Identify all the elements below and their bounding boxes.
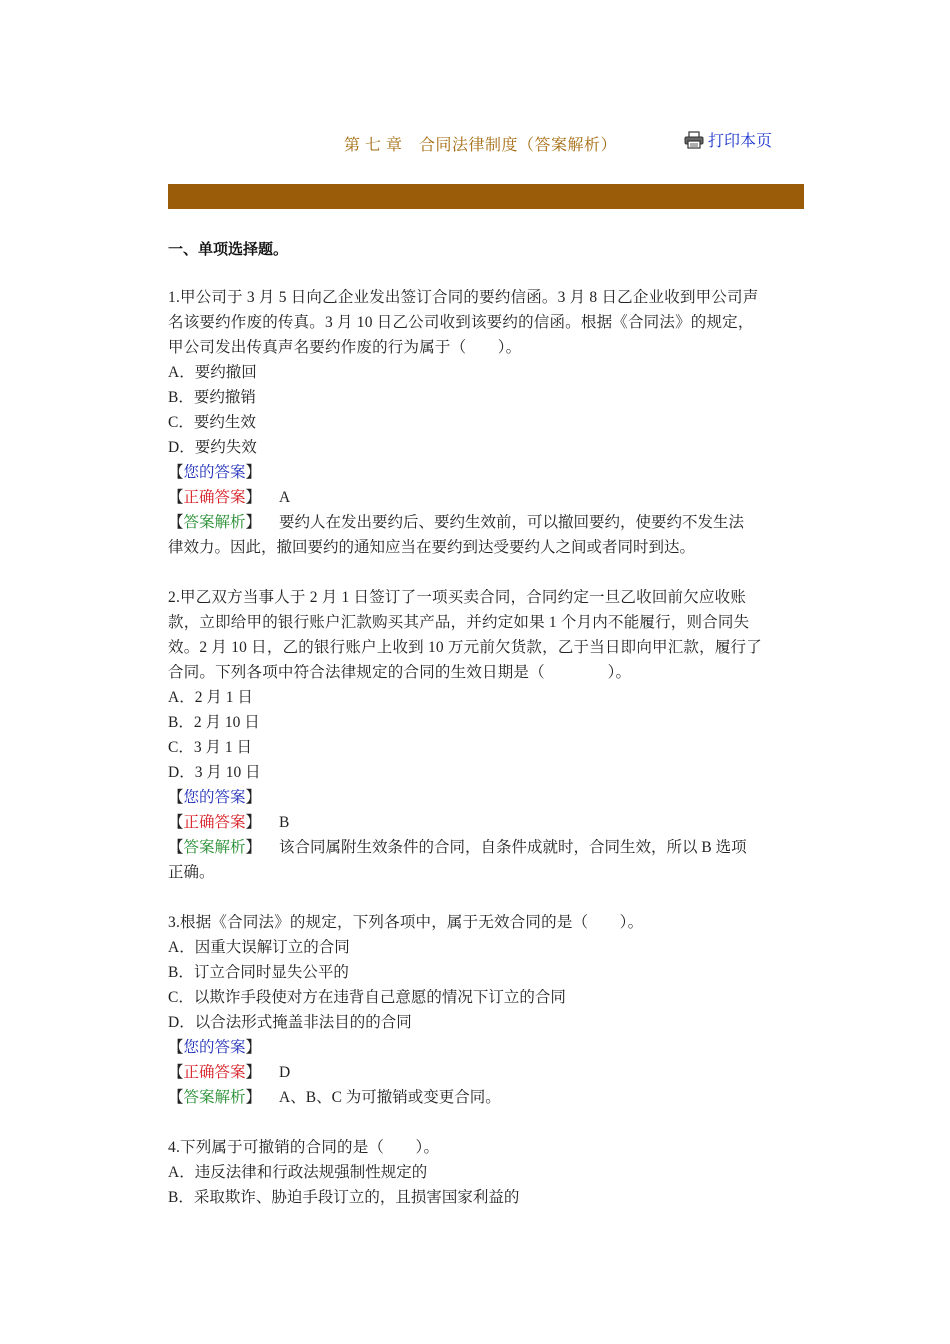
correct-answer-value: A [279,489,291,506]
your-answer-row [168,1035,804,1060]
question-3 [168,910,804,1110]
correct-answer-label: 正确答案 [183,814,246,831]
question-stem-line: 3.根据《合同法》的规定，下列各项中，属于无效合同的是（ ）。 [168,914,644,931]
analysis-text: 要约人在发出要约后、要约生效前，可以撤回要约，使要约不发生法 [279,514,745,531]
question-stem-line: 1.甲公司于 3 月 5 日向乙企业发出签订合同的要约信函。3 月 8 日乙企业收到甲公司声 [168,289,759,306]
analysis-line: 律效力。因此，撤回要约的通知应当在要约到达受要约人之间或者同时到达。 [168,539,696,556]
correct-answer-label: 正确答案 [183,1064,246,1081]
bracket-close: 】 [245,1039,262,1056]
bracket-close: 】 [245,514,262,531]
answer-option: D．3 月 10 日 [168,764,261,781]
bracket-open: 【 [168,1089,184,1106]
analysis-row [168,835,804,860]
answer-option: C．3 月 1 日 [168,739,252,756]
question-2 [168,585,804,885]
correct-answer-label: 正确答案 [183,489,246,506]
bracket-close: 】 [245,839,262,856]
section-heading: 一、单项选择题。 [168,242,289,258]
question-stem-line: 名该要约作废的传真。3 月 10 日乙公司收到该要约的信函。根据《合同法》的规定， [168,314,754,331]
correct-answer-value: B [279,814,290,831]
analysis-label: 答案解析 [183,839,246,856]
question-1 [168,285,804,560]
answer-option: B．要约撤销 [168,389,256,406]
print-page-label[interactable]: 打印本页 [708,133,773,150]
analysis-row [168,510,804,535]
question-stem-line: 合同。下列各项中符合法律规定的合同的生效日期是（ ）。 [168,664,632,681]
bracket-close: 】 [245,1089,262,1106]
analysis-label: 答案解析 [183,514,246,531]
question-stem-line: 2.甲乙双方当事人于 2 月 1 日签订了一项买卖合同，合同约定一旦乙收回前欠应收账 [168,589,747,606]
analysis-text: 该合同属附生效条件的合同，自条件成就时，合同生效，所以 B 选项 [279,839,747,856]
bracket-open: 【 [168,464,184,481]
answer-option: C．以欺诈手段使对方在违背自己意愿的情况下订立的合同 [168,989,566,1006]
your-answer-label: 您的答案 [183,1039,246,1056]
print-page-link[interactable] [684,128,772,151]
answer-option: A．要约撤回 [168,364,257,381]
answer-option: A．因重大误解订立的合同 [168,939,350,956]
page-title: 第 七 章 合同法律制度（答案解析） [344,137,618,154]
bracket-close: 】 [245,789,262,806]
question-stem-line: 款，立即给甲的银行账户汇款购买其产品，并约定如果 1 个月内不能履行，则合同失 [168,614,750,631]
your-answer-label: 您的答案 [183,464,246,481]
your-answer-row [168,460,804,485]
correct-answer-row [168,810,804,835]
answer-option: B．订立合同时显失公平的 [168,964,349,981]
answer-option: D．以合法形式掩盖非法目的的合同 [168,1014,412,1031]
bracket-close: 】 [245,464,262,481]
answer-option: A．违反法律和行政法规强制性规定的 [168,1164,428,1181]
bracket-close: 】 [245,1064,262,1081]
answer-option: A．2 月 1 日 [168,689,253,706]
title-row [168,128,804,158]
bracket-open: 【 [168,789,184,806]
your-answer-row [168,785,804,810]
answer-option: B．2 月 10 日 [168,714,260,731]
question-stem-line: 效。2 月 10 日，乙的银行账户上收到 10 万元前欠货款，乙于当日即向甲汇款，履行了 [168,639,762,656]
answer-option: C．要约生效 [168,414,256,431]
bracket-close: 】 [245,489,262,506]
printer-icon[interactable] [684,131,704,149]
bracket-open: 【 [168,839,184,856]
question-stem-line: 甲公司发出传真声名要约作废的行为属于（ ）。 [168,339,522,356]
analysis-row [168,1085,804,1110]
correct-answer-row [168,1060,804,1085]
analysis-line: 正确。 [168,864,215,881]
question-list [168,285,804,1235]
answer-option: D．要约失效 [168,439,257,456]
bracket-open: 【 [168,1039,184,1056]
bracket-open: 【 [168,1064,184,1081]
analysis-label: 答案解析 [183,1089,246,1106]
analysis-text: A、B、C 为可撤销或变更合同。 [279,1089,501,1106]
your-answer-label: 您的答案 [183,789,246,806]
bracket-open: 【 [168,814,184,831]
bracket-close: 】 [245,814,262,831]
correct-answer-value: D [279,1064,291,1081]
header-banner [168,184,804,209]
bracket-open: 【 [168,489,184,506]
bracket-open: 【 [168,514,184,531]
question-4 [168,1135,804,1210]
question-stem-line: 4.下列属于可撤销的合同的是（ ）。 [168,1139,440,1156]
correct-answer-row [168,485,804,510]
answer-option: B．采取欺诈、胁迫手段订立的，且损害国家利益的 [168,1189,520,1206]
